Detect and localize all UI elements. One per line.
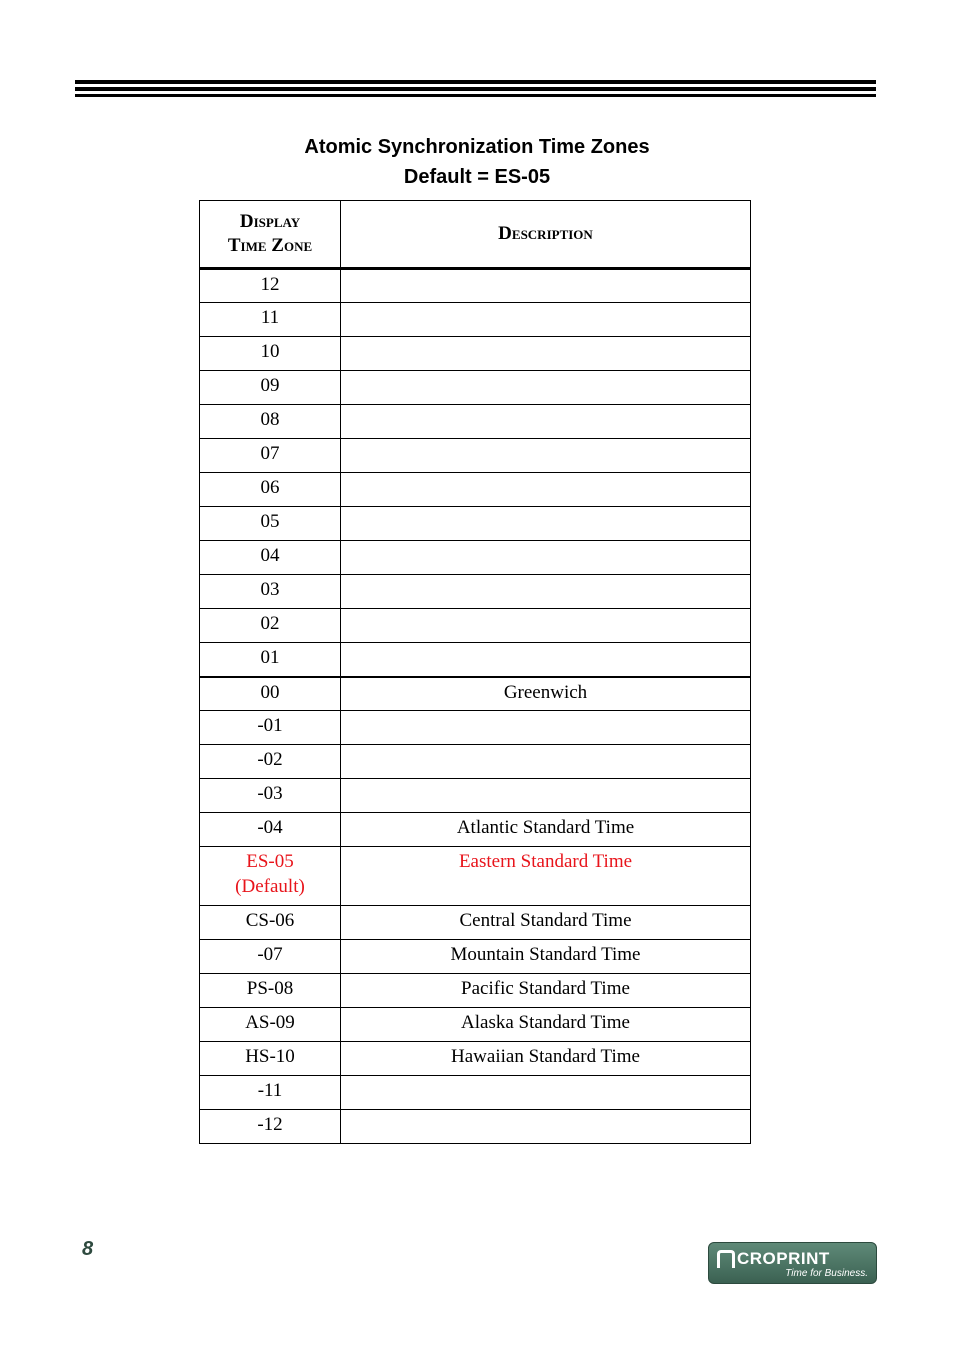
logo-name: CROPRINT (737, 1249, 830, 1268)
cell-description (341, 779, 751, 813)
cell-time-zone: -01 (200, 711, 341, 745)
cell-time-zone: -03 (200, 779, 341, 813)
table-row (200, 303, 751, 337)
acroprint-logo (708, 1242, 877, 1284)
cell-description: Mountain Standard Time (341, 940, 751, 974)
table-row (200, 847, 751, 906)
header-description: Description (341, 201, 751, 269)
cell-time-zone: 12 (200, 269, 341, 303)
header-rule-2 (75, 87, 876, 91)
cell-time-zone: 04 (200, 541, 341, 575)
table-row (200, 405, 751, 439)
table-header-row (200, 201, 751, 269)
cell-description (341, 1110, 751, 1144)
cell-description (341, 269, 751, 303)
cell-time-zone: CS-06 (200, 906, 341, 940)
cell-time-zone: 07 (200, 439, 341, 473)
cell-description (341, 575, 751, 609)
cell-description (341, 541, 751, 575)
cell-description (341, 507, 751, 541)
cell-description (341, 337, 751, 371)
cell-description (341, 609, 751, 643)
table-row (200, 974, 751, 1008)
table-row (200, 813, 751, 847)
table-row (200, 779, 751, 813)
cell-time-zone: HS-10 (200, 1042, 341, 1076)
cell-description (341, 303, 751, 337)
cell-time-zone: 10 (200, 337, 341, 371)
cell-time-zone: AS-09 (200, 1008, 341, 1042)
table-row (200, 745, 751, 779)
logo-a-mark-icon (717, 1250, 735, 1268)
table-row (200, 1110, 751, 1144)
cell-time-zone: -07 (200, 940, 341, 974)
cell-time-zone: 08 (200, 405, 341, 439)
cell-description (341, 745, 751, 779)
header-display-time-zone: Display Time Zone (200, 201, 341, 269)
page-number: 8 (82, 1238, 94, 1260)
time-zone-table (199, 200, 751, 1144)
table-row (200, 575, 751, 609)
cell-description: Alaska Standard Time (341, 1008, 751, 1042)
cell-time-zone: 05 (200, 507, 341, 541)
cell-description: Hawaiian Standard Time (341, 1042, 751, 1076)
cell-time-zone: 01 (200, 643, 341, 677)
cell-description (341, 643, 751, 677)
cell-time-zone: -02 (200, 745, 341, 779)
page-title: Atomic Synchronization Time Zones (304, 136, 650, 158)
header-rule-1 (75, 80, 876, 84)
cell-description (341, 473, 751, 507)
table-row (200, 940, 751, 974)
page-subtitle: Default = ES-05 (403, 166, 551, 188)
table-row (200, 473, 751, 507)
cell-description (341, 711, 751, 745)
table-row (200, 1008, 751, 1042)
table-row (200, 337, 751, 371)
cell-time-zone: 09 (200, 371, 341, 405)
table-row (200, 439, 751, 473)
table-row (200, 269, 751, 303)
cell-description: Atlantic Standard Time (341, 813, 751, 847)
cell-time-zone: 11 (200, 303, 341, 337)
cell-description: Greenwich (341, 677, 751, 711)
cell-time-zone: 02 (200, 609, 341, 643)
table-row (200, 1076, 751, 1110)
cell-time-zone: -12 (200, 1110, 341, 1144)
cell-description (341, 405, 751, 439)
header-rule-3 (75, 94, 876, 97)
cell-description (341, 371, 751, 405)
table-row (200, 541, 751, 575)
table-row (200, 711, 751, 745)
logo-tagline: Time for Business. (785, 1268, 868, 1279)
cell-time-zone: PS-08 (200, 974, 341, 1008)
table-row (200, 643, 751, 677)
cell-description: Eastern Standard Time (341, 847, 751, 906)
table-row (200, 1042, 751, 1076)
cell-time-zone: -04 (200, 813, 341, 847)
cell-time-zone: 03 (200, 575, 341, 609)
cell-description (341, 1076, 751, 1110)
cell-time-zone: -11 (200, 1076, 341, 1110)
table-row (200, 609, 751, 643)
table-row (200, 906, 751, 940)
table-row (200, 371, 751, 405)
cell-time-zone: ES-05 (Default) (200, 847, 341, 906)
table-row (200, 677, 751, 711)
cell-description (341, 439, 751, 473)
cell-time-zone: 06 (200, 473, 341, 507)
cell-description: Central Standard Time (341, 906, 751, 940)
cell-description: Pacific Standard Time (341, 974, 751, 1008)
cell-time-zone: 00 (200, 677, 341, 711)
table-row (200, 507, 751, 541)
